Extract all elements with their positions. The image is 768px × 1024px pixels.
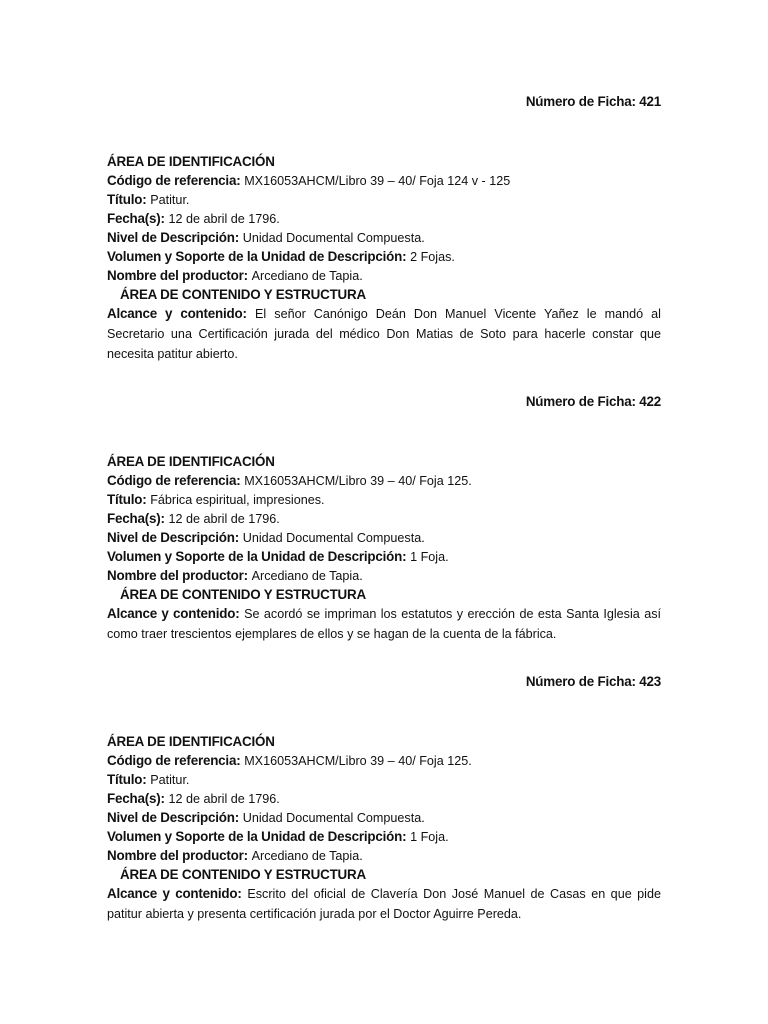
fecha-value: 12 de abril de 1796. — [168, 212, 280, 226]
productor-label: Nombre del productor: — [107, 268, 248, 283]
fecha-value: 12 de abril de 1796. — [168, 512, 280, 526]
codigo-referencia-label: Código de referencia: — [107, 753, 241, 768]
codigo-referencia-row — [107, 471, 661, 490]
ficha-423 — [107, 672, 661, 924]
alcance-contenido-paragraph — [107, 304, 661, 364]
alcance-contenido-value: Se acordó se impriman los estatutos y erección de esta Santa Iglesia así como traer trescientos ejemplares de ellos y se hagan de la cuenta de la fábrica. — [107, 607, 661, 641]
area-identificacion-heading: ÁREA DE IDENTIFICACIÓN — [107, 154, 275, 169]
area-identificacion-heading: ÁREA DE IDENTIFICACIÓN — [107, 734, 275, 749]
productor-label: Nombre del productor: — [107, 848, 248, 863]
ficha-number: Número de Ficha: 423 — [525, 674, 661, 689]
codigo-referencia-value: MX16053AHCM/Libro 39 – 40/ Foja 125. — [244, 474, 472, 488]
fecha-label: Fecha(s): — [107, 511, 165, 526]
titulo-label: Título: — [107, 492, 147, 507]
fecha-row — [107, 789, 661, 808]
nivel-descripcion-label: Nivel de Descripción: — [107, 530, 239, 545]
alcance-contenido-label: Alcance y contenido: — [107, 606, 240, 621]
area-identificacion-heading: ÁREA DE IDENTIFICACIÓN — [107, 454, 275, 469]
alcance-contenido-label: Alcance y contenido: — [107, 306, 247, 321]
codigo-referencia-row — [107, 751, 661, 770]
volumen-soporte-label: Volumen y Soporte de la Unidad de Descripción: — [107, 549, 407, 564]
nivel-descripcion-label: Nivel de Descripción: — [107, 230, 239, 245]
titulo-label: Título: — [107, 192, 147, 207]
nivel-descripcion-row — [107, 808, 661, 827]
volumen-soporte-value: 2 Fojas. — [410, 250, 455, 264]
titulo-row — [107, 190, 661, 209]
alcance-contenido-paragraph — [107, 604, 661, 644]
volumen-soporte-label: Volumen y Soporte de la Unidad de Descripción: — [107, 829, 407, 844]
nivel-descripcion-value: Unidad Documental Compuesta. — [242, 811, 425, 825]
identification-area — [107, 732, 661, 924]
titulo-label: Título: — [107, 772, 147, 787]
titulo-row — [107, 770, 661, 789]
productor-row — [107, 266, 661, 285]
nivel-descripcion-row — [107, 228, 661, 247]
area-contenido-heading: ÁREA DE CONTENIDO Y ESTRUCTURA — [120, 867, 366, 882]
productor-row — [107, 566, 661, 585]
ficha-422 — [107, 392, 661, 644]
volumen-soporte-value: 1 Foja. — [410, 830, 449, 844]
alcance-contenido-value: Escrito del oficial de Clavería Don José Manuel de Casas en que pide patitur abierta y presenta certificación jurada por el Doctor Aguirre Pereda. — [107, 887, 661, 921]
codigo-referencia-label: Código de referencia: — [107, 473, 241, 488]
productor-row — [107, 846, 661, 865]
fecha-row — [107, 209, 661, 228]
titulo-row — [107, 490, 661, 509]
titulo-value: Patitur. — [150, 193, 190, 207]
ficha-number: Número de Ficha: 421 — [525, 94, 661, 109]
productor-label: Nombre del productor: — [107, 568, 248, 583]
codigo-referencia-value: MX16053AHCM/Libro 39 – 40/ Foja 124 v - 125 — [244, 174, 511, 188]
productor-value: Arcediano de Tapia. — [251, 569, 363, 583]
volumen-soporte-row — [107, 827, 661, 846]
alcance-contenido-value: El señor Canónigo Deán Don Manuel Vicente Yañez le mandó al Secretario una Certificación jurada del médico Don Matias de Soto para hacerle constar que necesita patitur abierto. — [107, 307, 661, 361]
alcance-contenido-label: Alcance y contenido: — [107, 886, 242, 901]
identification-area — [107, 452, 661, 644]
codigo-referencia-value: MX16053AHCM/Libro 39 – 40/ Foja 125. — [244, 754, 472, 768]
volumen-soporte-label: Volumen y Soporte de la Unidad de Descripción: — [107, 249, 407, 264]
nivel-descripcion-value: Unidad Documental Compuesta. — [242, 231, 425, 245]
productor-value: Arcediano de Tapia. — [251, 849, 363, 863]
fecha-label: Fecha(s): — [107, 211, 165, 226]
fecha-value: 12 de abril de 1796. — [168, 792, 280, 806]
fecha-row — [107, 509, 661, 528]
area-contenido-heading: ÁREA DE CONTENIDO Y ESTRUCTURA — [120, 587, 366, 602]
nivel-descripcion-value: Unidad Documental Compuesta. — [242, 531, 425, 545]
ficha-421 — [107, 92, 661, 364]
volumen-soporte-row — [107, 547, 661, 566]
productor-value: Arcediano de Tapia. — [251, 269, 363, 283]
ficha-number: Número de Ficha: 422 — [525, 394, 661, 409]
titulo-value: Patitur. — [150, 773, 190, 787]
codigo-referencia-label: Código de referencia: — [107, 173, 241, 188]
area-contenido-heading: ÁREA DE CONTENIDO Y ESTRUCTURA — [120, 287, 366, 302]
codigo-referencia-row — [107, 171, 661, 190]
volumen-soporte-row — [107, 247, 661, 266]
nivel-descripcion-label: Nivel de Descripción: — [107, 810, 239, 825]
alcance-contenido-paragraph — [107, 884, 661, 924]
fecha-label: Fecha(s): — [107, 791, 165, 806]
titulo-value: Fábrica espiritual, impresiones. — [150, 493, 325, 507]
identification-area — [107, 152, 661, 364]
volumen-soporte-value: 1 Foja. — [410, 550, 449, 564]
nivel-descripcion-row — [107, 528, 661, 547]
